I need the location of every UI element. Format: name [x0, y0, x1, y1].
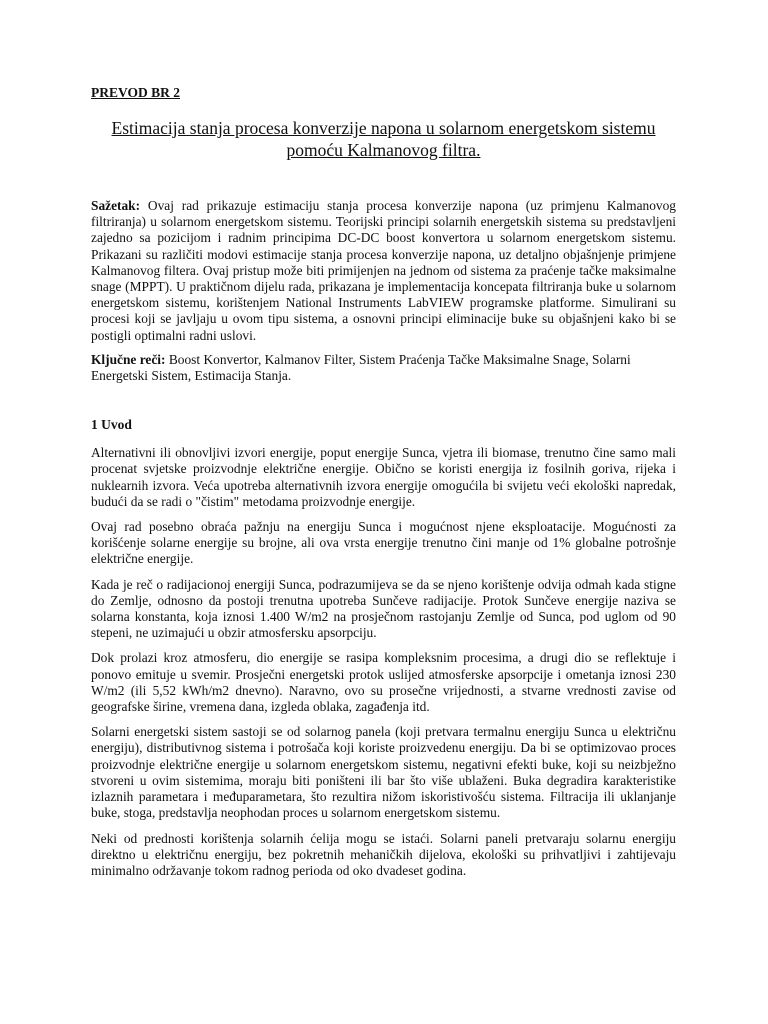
document-title: [91, 117, 676, 161]
document-title-line-2: pomoću Kalmanovog filtra.: [286, 140, 481, 160]
document-page: [91, 84, 676, 879]
paragraph: Dok prolazi kroz atmosferu, dio energije se rasipa kompleksnim procesima, a drugi dio se reflektuje i ponovo emituje u svemir. Prosječni energetski protok uslijed atmosferske apsorpcije i ometanja iznosi 230 W/m2 (ili 5,52 kWh/m2 dnevno). Naravno, ovo su prosečne vrijednosti, a stvarne vrednosti zavise od geografske širine, vremena dana, izgleda oblaka, zagađenja itd.: [91, 650, 676, 715]
keywords: [91, 352, 676, 384]
abstract-label: Sažetak:: [91, 198, 141, 213]
document-title-line-1: Estimacija stanja procesa konverzije napona u solarnom energetskom sistemu: [111, 118, 656, 138]
section-heading-uvod: 1 Uvod: [91, 417, 132, 433]
paragraph: Kada je reč o radijacionoj energiji Sunca, podrazumijeva se da se njeno korištenje odvija odmah kada stigne do Zemlje, odnosno da postoji trenutna upotreba Sunčeve radijacije. Protok Sunčeve energije naziva se solarna konstanta, koja iznosi 1.400 W/m2 na prosječnom rastojanju Zemlje od Sunca, pod uglom od 90 stepeni, ne uzimajući u obzir atmosfersku apsorpciju.: [91, 576, 676, 641]
abstract-text: Ovaj rad prikazuje estimaciju stanja procesa konverzije napona (uz primjenu Kalmanovog filtriranja) u solarnom energetskom sistemu. Teorijski principi solarnih energetskih sistema su predstavljeni zajedno sa pozicijom i radnim principima DC-DC boost konvertora u solarnom energetskom sistemu. Prikazani su različiti modovi estimacije stanja procesa konverzije napona, uz detaljno objašnjenje primjene Kalmanovog filtera. Ovaj pristup može biti primijenjen na jednom od sistema za praćenje tačke maksimalne snage (MPPT). U praktičnom dijelu rada, prikazana je implementacija koncepata filtriranja buke u solarnom energetskom sistemu, korištenjem National Instruments LabVIEW programske platforme. Simulirani su procesi koji se javljaju u ovom tipu sistema, a osnovni principi eliminacije buke su objašnjeni kako bi se postigli optimalni radni uslovi.: [91, 198, 676, 343]
paragraph: Neki od prednosti korištenja solarnih ćelija mogu se istaći. Solarni paneli pretvaraju solarnu energiju direktno u električnu energiju, bez pokretnih mehaničkih dijelova, ekološki su prihvatljivi i zahtijevaju minimalno održavanje tokom radnog perioda od oko dvadeset godina.: [91, 830, 676, 878]
paragraph: Ovaj rad posebno obraća pažnju na energiju Sunca i mogućnost njene eksploatacije. Mogućnosti za korišćenje solarne energije su brojne, ali ova vrsta energije trenutno čini manje od 1% globalne potrošnje električne energije.: [91, 519, 676, 567]
paragraph: Solarni energetski sistem sastoji se od solarnog panela (koji pretvara termalnu energiju Sunca u električnu energiju), distributivnog sistema i potrošača koji koriste proizvedenu energiju. Da bi se optimizovao proces proizvodnje električne energije u solarnom energetskom sistemu, negativni efekti buke, koji su neizbježno stvoreni u ovim sistemima, moraju biti poništeni ili bar što više ublaženi. Buka degradira karakteristike izlaznih parametara i međuparametara, što rezultira nižom iskoristivošću sistema. Filtracija ili uklanjanje buke, stoga, predstavlja neophodan proces u solarnom energetskom sistemu.: [91, 724, 676, 821]
abstract: [91, 198, 676, 344]
keywords-label: Ključne reči:: [91, 351, 166, 367]
paragraph: Alternativni ili obnovljivi izvori energije, poput energije Sunca, vjetra ili biomase, trenutno čine samo mali procenat svjetske proizvodnje električne energije. Obično se koristi energija iz fosilnih goriva, rijeka i nuklearnih izvora. Veća upotreba alternativnih izvora energije omogućila bi svijetu veći ekološki napredak, budući da se radi o "čistim" metodama proizvodnje energije.: [91, 445, 676, 509]
keywords-text: Boost Konvertor, Kalmanov Filter, Sistem Praćenja Tačke Maksimalne Snage, Solarni Energetski Sistem, Estimacija Stanja.: [91, 351, 631, 384]
document-label: PREVOD BR 2: [91, 85, 180, 100]
